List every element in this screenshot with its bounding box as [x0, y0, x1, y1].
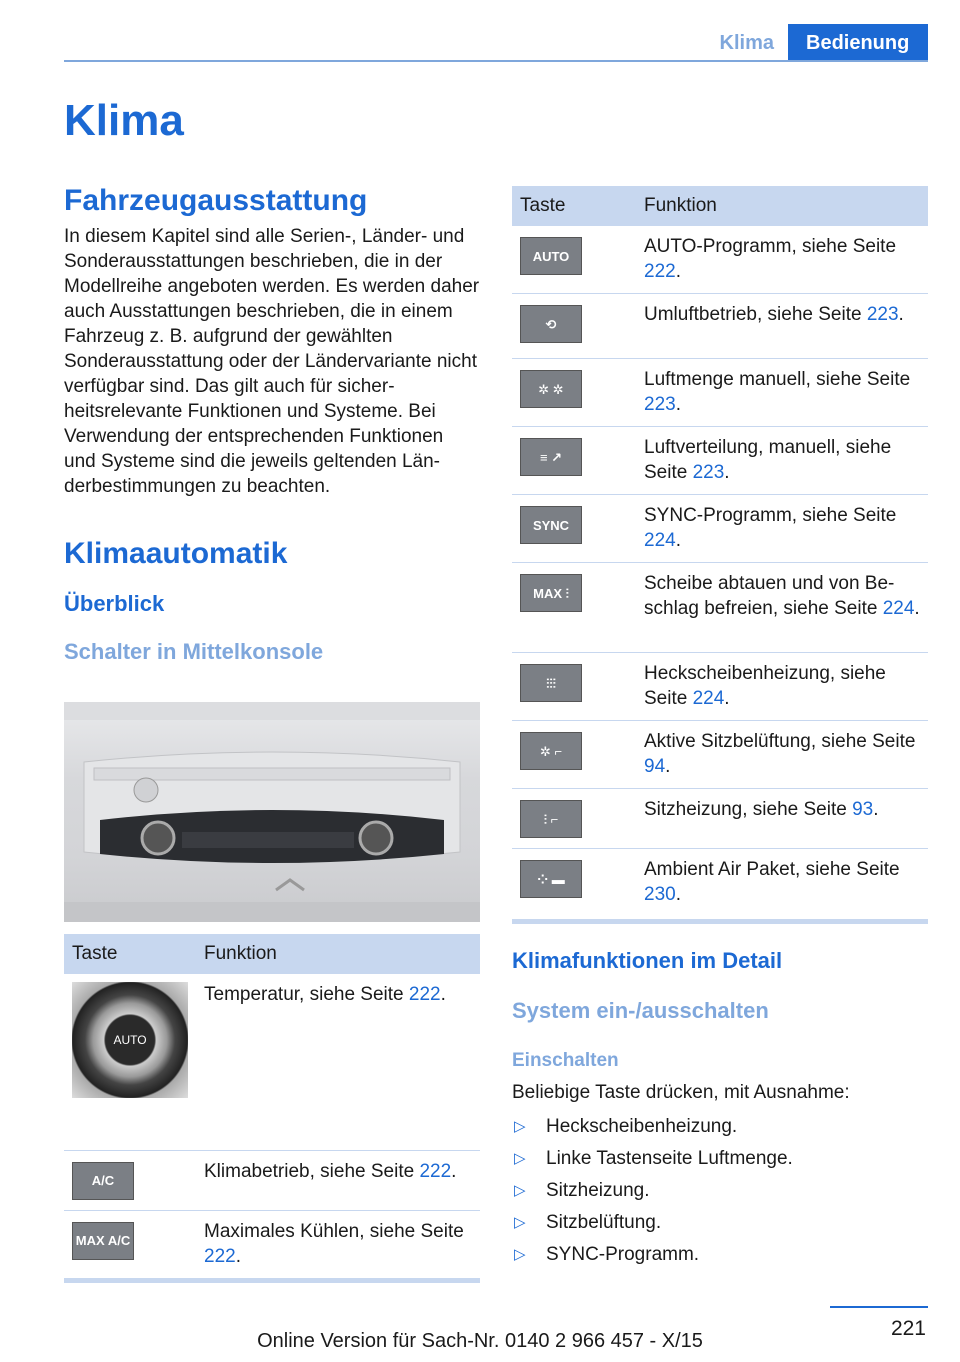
max-defrost-key-icon — [520, 574, 582, 612]
key-label: ✲ ✲ — [538, 381, 564, 397]
key-label: SYNC — [532, 517, 570, 533]
left-column — [64, 184, 480, 665]
header-tab-section: Bedienung — [788, 24, 928, 62]
right-table-header-key: Taste — [512, 186, 636, 226]
key-label: MAX A/C — [75, 1233, 131, 1248]
row-text: Maximales Kühlen, siehe Seite — [204, 1220, 464, 1242]
temperature-knob-icon — [72, 982, 188, 1098]
key-label: ⫶⫶⫶ — [546, 675, 556, 691]
subsection-title-klimafunktionen: Klimafunktionen im Detail — [512, 947, 783, 973]
row-suffix: . — [675, 261, 681, 282]
row-text: SYNC-Programm, siehe Seite — [644, 505, 897, 526]
table-row — [64, 974, 480, 1150]
table-row — [512, 427, 928, 495]
row-suffix: . — [675, 884, 681, 905]
footer-divider — [830, 1306, 928, 1308]
table-row — [512, 849, 928, 919]
subsection-title-schalter: Schalter in Mittelkonsole — [64, 639, 324, 664]
list-item: ▷ Heckscheibenheizung. — [512, 1111, 928, 1143]
left-table-header-key: Taste — [64, 934, 196, 974]
right-table-header-function: Funktion — [636, 186, 928, 226]
sync-key-icon — [520, 506, 582, 544]
page-link[interactable]: 224 — [644, 530, 676, 551]
key-label: ⁘ ▬ — [537, 871, 565, 887]
row-text: Heckscheibenheizung, siehe Seite — [644, 663, 886, 709]
row-suffix: . — [235, 1245, 241, 1267]
auto-key-icon — [520, 237, 582, 275]
row-text: Luftmenge manuell, siehe Seite — [644, 369, 911, 390]
row-suffix: . — [898, 304, 904, 325]
row-text: Aktive Sitzbelüftung, siehe Seite — [644, 731, 916, 752]
header-divider — [64, 60, 928, 62]
table-row — [512, 653, 928, 721]
page-number: 221 — [890, 1317, 926, 1340]
list-item: ▷ Sitzheizung. — [512, 1175, 928, 1207]
section-title-fahrzeugausstattung: Fahrzeugausstattung — [64, 184, 368, 217]
row-text: Temperatur, siehe Seite — [204, 984, 409, 1005]
left-key-table — [64, 934, 480, 1283]
seat-heating-key-icon — [520, 800, 582, 838]
key-label: ⫶ ⌐ — [543, 811, 559, 827]
row-suffix: . — [914, 598, 920, 619]
row-suffix: . — [724, 688, 730, 709]
key-label: AUTO — [532, 248, 570, 264]
list-item: ▷ SYNC-Programm. — [512, 1239, 928, 1271]
page-link[interactable]: 223 — [866, 304, 899, 325]
table-end-bar — [64, 1278, 480, 1283]
right-column — [512, 186, 928, 1271]
key-label: ⟲ — [545, 316, 557, 332]
right-key-table — [512, 186, 928, 919]
page-title: Klima — [64, 96, 184, 145]
row-suffix: . — [675, 530, 681, 551]
row-text: Sitzheizung, siehe Seite — [644, 799, 853, 820]
section-title-klimaautomatik: Klimaautomatik — [64, 537, 288, 570]
row-suffix: . — [440, 984, 446, 1005]
row-suffix: . — [451, 1160, 457, 1182]
page-link[interactable]: 222 — [408, 984, 441, 1005]
seat-ventilation-key-icon — [520, 732, 582, 770]
page-link[interactable]: 223 — [644, 394, 676, 415]
key-label: A/C — [91, 1173, 115, 1188]
row-suffix: . — [675, 394, 681, 415]
page-link[interactable]: 222 — [644, 261, 676, 282]
table-row — [512, 789, 928, 849]
table-row — [64, 1150, 480, 1210]
table-row — [512, 721, 928, 789]
header-tab-chapter: Klima — [719, 32, 774, 54]
row-text: Klimabetrieb, siehe Seite — [204, 1160, 420, 1182]
table-row — [512, 563, 928, 653]
einschalten-text: Beliebige Taste drücken, mit Ausnahme: — [512, 1081, 850, 1103]
row-text: Umluftbetrieb, siehe Seite — [644, 304, 867, 325]
page-link[interactable]: 222 — [419, 1160, 452, 1182]
page-header — [706, 24, 928, 62]
subsection-title-einschalten: Einschalten — [512, 1049, 619, 1071]
air-distribution-key-icon — [520, 438, 582, 476]
console-photo — [64, 702, 480, 922]
subsection-title-ueberblick: Überblick — [64, 591, 165, 616]
row-suffix: . — [724, 462, 730, 483]
table-row — [512, 226, 928, 294]
row-suffix: . — [873, 799, 879, 820]
page-link[interactable]: 224 — [692, 688, 725, 709]
intro-paragraph: In diesem Kapitel sind alle Serien-, Länder- und Sonderausstattungen beschrieben, die in der Modellreihe angeboten werden. Es werden daher auch Ausstattungen beschrieben, die in einem Fahrzeug z. B. aufgrund der gewählten Sonderausstattung oder der Ländervariante nicht verfügbar sind. Das gilt auch für sicher- heitsrelevante Funktionen und Systeme. Bei Verwendung der entsprechenden Funktionen und Systeme sind die jeweils geltenden Län- derbestimmungen zu beachten. — [64, 226, 480, 497]
page-link[interactable]: 94 — [644, 756, 666, 777]
table-end-bar — [512, 919, 928, 924]
page-link[interactable]: 93 — [852, 799, 874, 820]
rear-window-heating-key-icon — [520, 664, 582, 702]
row-text: Luftverteilung, manuell, siehe Seite — [644, 437, 892, 483]
row-text: Scheibe abtauen und von Be- schlag befreien, siehe Seite — [644, 573, 895, 619]
key-label: ≡ ↗ — [539, 449, 563, 465]
row-text: Ambient Air Paket, siehe Seite — [644, 859, 900, 880]
left-table-header-function: Funktion — [196, 934, 480, 974]
row-text: AUTO-Programm, siehe Seite — [644, 236, 897, 257]
table-row — [512, 495, 928, 563]
recirculation-key-icon — [520, 305, 582, 343]
table-row — [512, 359, 928, 427]
key-label: ✲ ⌐ — [539, 743, 563, 759]
table-row — [64, 1210, 480, 1278]
footer-text: Online Version für Sach-Nr. 0140 2 966 457 - X/15 — [257, 1330, 703, 1352]
list-item: ▷ Sitzbelüftung. — [512, 1207, 928, 1239]
key-label: MAX ⫶ — [533, 585, 569, 601]
max-ac-key-icon — [72, 1222, 134, 1260]
exceptions-list — [512, 1111, 928, 1271]
console-illustration — [64, 702, 480, 922]
list-item: ▷ Linke Tastenseite Luftmenge. — [512, 1143, 928, 1175]
page-link[interactable]: 230 — [644, 884, 676, 905]
ac-key-icon — [72, 1162, 134, 1200]
air-volume-key-icon — [520, 370, 582, 408]
page-link[interactable]: 222 — [204, 1245, 236, 1267]
knob-label: AUTO — [113, 1032, 147, 1047]
ambient-air-key-icon — [520, 860, 582, 898]
subsection-title-system: System ein-/ausschalten — [512, 997, 769, 1023]
page-link[interactable]: 223 — [692, 462, 725, 483]
page-link[interactable]: 224 — [882, 598, 915, 619]
table-row — [512, 294, 928, 359]
row-suffix: . — [665, 756, 671, 777]
